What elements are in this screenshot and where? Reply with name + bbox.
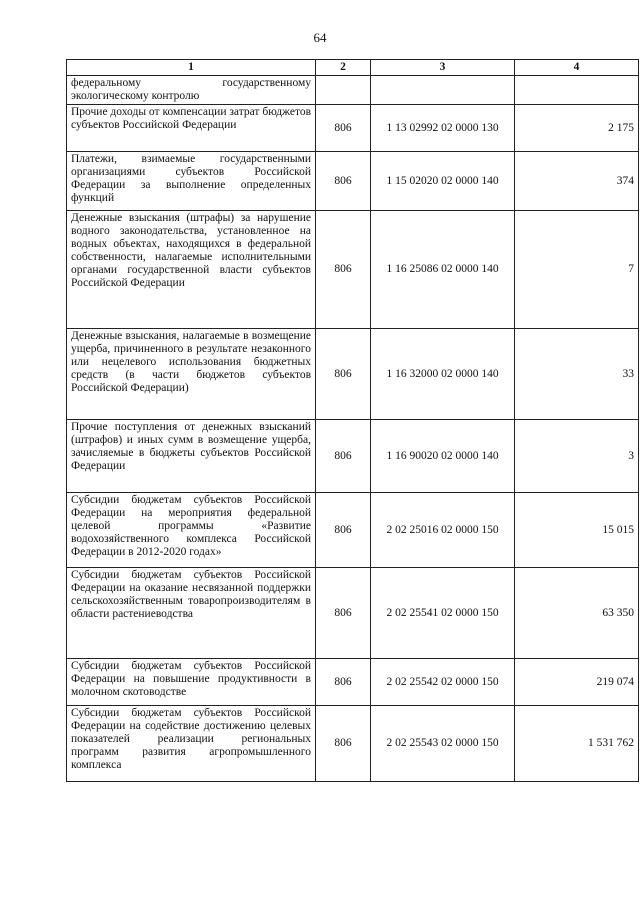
table-row [67, 706, 639, 782]
admin-code-cell: 806 [316, 493, 371, 568]
amount-cell: 1 531 762 [515, 706, 639, 782]
budget-code-cell: 1 16 90020 02 0000 140 [371, 420, 515, 493]
revenue-name-cell: Субсидии бюджетам субъектов Российской Федерации на оказание несвязанной поддержки сельскохозяйственным товаропроизводителям в области растениеводства [67, 568, 316, 659]
budget-code-cell: 2 02 25542 02 0000 150 [371, 659, 515, 706]
budget-revenue-table [66, 59, 639, 782]
admin-code-cell: 806 [316, 420, 371, 493]
admin-code-cell: 806 [316, 211, 371, 329]
table-row [67, 105, 639, 152]
amount-cell: 63 350 [515, 568, 639, 659]
header-col-1: 1 [67, 60, 316, 76]
amount-cell: 219 074 [515, 659, 639, 706]
admin-code-cell: 806 [316, 152, 371, 211]
amount-cell: 7 [515, 211, 639, 329]
table-header-row [67, 60, 639, 76]
admin-code-cell: 806 [316, 568, 371, 659]
revenue-name-cell: Субсидии бюджетам субъектов Российской Федерации на содействие достижению целевых показателей реализации региональных программ развития агропромышленного комплекса [67, 706, 316, 782]
admin-code-cell: 806 [316, 105, 371, 152]
table-row [67, 211, 639, 329]
header-col-3: 3 [371, 60, 515, 76]
table-row [67, 659, 639, 706]
revenue-name-cell: Субсидии бюджетам субъектов Российской Федерации на повышение продуктивности в молочном скотоводстве [67, 659, 316, 706]
table-row [67, 493, 639, 568]
budget-code-cell [371, 76, 515, 105]
budget-code-cell: 1 13 02992 02 0000 130 [371, 105, 515, 152]
table-row [67, 76, 639, 105]
budget-code-cell: 2 02 25543 02 0000 150 [371, 706, 515, 782]
revenue-name-cell: Прочие доходы от компенсации затрат бюджетов субъектов Российской Федерации [67, 105, 316, 152]
amount-cell [515, 76, 639, 105]
amount-cell: 2 175 [515, 105, 639, 152]
budget-code-cell: 2 02 25016 02 0000 150 [371, 493, 515, 568]
revenue-name-cell: Денежные взыскания (штрафы) за нарушение водного законодательства, установленное на водных объектах, находящихся в федеральной собственности, налагаемые исполнительными органами государственной власти субъектов Российской Федерации [67, 211, 316, 329]
revenue-name-cell: Платежи, взимаемые государственными организациями субъектов Российской Федерации за выполнение определенных функций [67, 152, 316, 211]
budget-code-cell: 1 16 32000 02 0000 140 [371, 329, 515, 420]
admin-code-cell: 806 [316, 706, 371, 782]
amount-cell: 33 [515, 329, 639, 420]
revenue-name-cell: Прочие поступления от денежных взысканий (штрафов) и иных сумм в возмещение ущерба, зачисляемые в бюджеты субъектов Российской Федерации [67, 420, 316, 493]
admin-code-cell: 806 [316, 329, 371, 420]
amount-cell: 15 015 [515, 493, 639, 568]
revenue-name-cell: Денежные взыскания, налагаемые в возмещение ущерба, причиненного в результате незаконного или нецелевого использования бюджетных средств (в части бюджетов субъектов Российской Федерации) [67, 329, 316, 420]
admin-code-cell: 806 [316, 659, 371, 706]
page-number: 64 [313, 30, 327, 45]
amount-cell: 374 [515, 152, 639, 211]
header-col-4: 4 [515, 60, 639, 76]
revenue-name-cell: Субсидии бюджетам субъектов Российской Федерации на мероприятия федеральной целевой программы «Развитие водохозяйственного комплекса Российской Федерации в 2012-2020 годах» [67, 493, 316, 568]
admin-code-cell [316, 76, 371, 105]
revenue-name-cell: федеральному государственному экологическому контролю [67, 76, 316, 105]
budget-code-cell: 1 15 02020 02 0000 140 [371, 152, 515, 211]
budget-code-cell: 1 16 25086 02 0000 140 [371, 211, 515, 329]
table-row [67, 420, 639, 493]
table-row [67, 568, 639, 659]
budget-code-cell: 2 02 25541 02 0000 150 [371, 568, 515, 659]
table-row [67, 329, 639, 420]
amount-cell: 3 [515, 420, 639, 493]
header-col-2: 2 [316, 60, 371, 76]
table-row [67, 152, 639, 211]
